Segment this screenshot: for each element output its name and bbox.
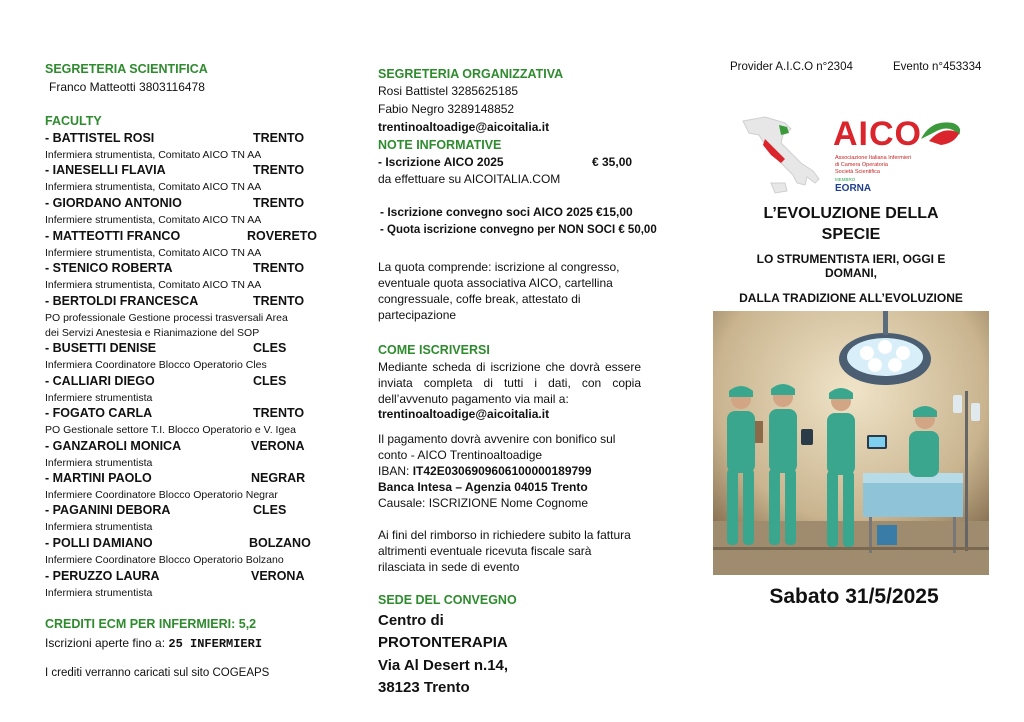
faculty-city: TRENTO xyxy=(253,406,305,420)
faculty-name: - FOGATO CARLA xyxy=(45,406,153,420)
faculty-city: CLES xyxy=(253,374,287,388)
fee-soci-label: Iscrizione convegno soci AICO 2025 xyxy=(387,205,593,219)
venue-line-2: PROTONTERAPIA xyxy=(378,634,508,651)
faculty-city: CLES xyxy=(253,341,287,355)
fee-soci-price: €15,00 xyxy=(596,205,633,219)
aico-member: MEMBRO xyxy=(835,177,856,182)
iban-line xyxy=(378,464,592,478)
faculty-city: VERONA xyxy=(251,569,305,583)
fee-iscrizione-aico-price: € 35,00 xyxy=(592,155,633,169)
aico-note: da effettuare su AICOITALIA.COM xyxy=(378,172,561,186)
faculty-heading: FACULTY xyxy=(45,114,102,128)
segreteria-scientifica-heading: SEGRETERIA SCIENTIFICA xyxy=(45,62,208,76)
venue-line-3: Via Al Desert n.14, xyxy=(378,657,509,674)
organizzativa-email[interactable]: trentinoaltoadige@aicoitalia.it xyxy=(378,120,550,134)
faculty-city: CLES xyxy=(253,503,287,517)
faculty-city: ROVERETO xyxy=(247,229,317,243)
faculty-role: Infermiere Coordinatore Blocco Operatorio Bolzano xyxy=(45,554,284,566)
faculty-role: Infermiere Coordinatore Blocco Operatorio Negrar xyxy=(45,489,278,501)
segreteria-scientifica-contact: Franco Matteotti 3803116478 xyxy=(49,80,205,94)
iscrizioni-prefix: Iscrizioni aperte fino a: xyxy=(45,636,166,650)
faculty-row xyxy=(45,536,315,550)
faculty-role: Infermiera strumentista xyxy=(45,457,153,469)
iscriversi-email[interactable]: trentinoaltoadige@aicoitalia.it xyxy=(378,407,550,421)
faculty-row xyxy=(45,163,315,177)
faculty-role: Infermiera Coordinatore Blocco Operatorio Cles xyxy=(45,359,267,371)
faculty-row xyxy=(45,374,315,388)
come-iscriversi-text: Mediante scheda di iscrizione che dovrà essere inviata completa di tutti i dati, con copia dell’avvenuto pagamento via mail a: xyxy=(378,360,641,406)
faculty-name: - BATTISTEL ROSI xyxy=(45,131,155,145)
faculty-role: Infermiera strumentista xyxy=(45,587,153,599)
faculty-city: TRENTO xyxy=(253,131,305,145)
fee-soci: - Iscrizione convegno soci AICO 2025 xyxy=(380,205,593,219)
fee-non-soci-label: Quota iscrizione convegno per NON SOCI € 50,00 xyxy=(387,224,657,236)
faculty-name: - PAGANINI DEBORA xyxy=(45,503,171,517)
faculty-row xyxy=(45,131,315,145)
faculty-name: - BERTOLDI FRANCESCA xyxy=(45,294,199,308)
faculty-city: NEGRAR xyxy=(251,471,306,485)
segreteria-organizzativa-heading: SEGRETERIA ORGANIZZATIVA xyxy=(378,67,564,81)
rimborso-text: Ai fini del rimborso in richiedere subito la fattura altrimenti eventuale ricevuta fiscale sarà rilasciata in sede di evento xyxy=(378,528,631,574)
faculty-row xyxy=(45,569,315,583)
faculty-name: - GIORDANO ANTONIO xyxy=(45,196,182,210)
faculty-role: Infermiera strumentista, Comitato AICO TN AA xyxy=(45,149,262,161)
payment-line-1: Il pagamento dovrà avvenire con bonifico sul xyxy=(378,432,616,446)
event-title: L’EVOLUZIONE DELLA SPECIE xyxy=(763,205,939,243)
faculty-row xyxy=(45,406,315,420)
sede-heading: SEDE DEL CONVEGNO xyxy=(378,593,517,607)
contact-rosi: Rosi Battistel 3285625185 xyxy=(378,84,519,98)
faculty-role: Infermiera strumentista, Comitato AICO TN AA xyxy=(45,279,262,291)
fee-non-soci: - Quota iscrizione convegno per NON SOCI € 50,00 xyxy=(380,224,657,236)
faculty-city: VERONA xyxy=(251,439,305,453)
venue-line-1: Centro di xyxy=(378,612,444,629)
aico-swoosh-icon xyxy=(919,117,965,147)
contact-fabio: Fabio Negro 3289148852 xyxy=(378,102,515,116)
faculty-name: - GANZAROLI MONICA xyxy=(45,439,182,453)
aico-sub-1: Associazione Italiana Infermieri xyxy=(835,155,912,161)
faculty-role: Infermiera strumentista, Comitato AICO TN AA xyxy=(45,181,262,193)
faculty-name: - MARTINI PAOLO xyxy=(45,471,152,485)
venue-line-4: 38123 Trento xyxy=(378,679,470,696)
faculty-role: PO Gestionale settore T.I. Blocco Operatorio e V. Igea xyxy=(45,424,296,436)
event-date: Sabato 31/5/2025 xyxy=(769,585,939,608)
faculty-row xyxy=(45,341,315,355)
iban-label: IBAN: xyxy=(378,464,410,478)
faculty-role: Infermiere strumentista, Comitato AICO TN AA xyxy=(45,214,262,226)
faculty-row xyxy=(45,229,315,243)
faculty-role: Infermiere strumentista, Comitato AICO TN AA xyxy=(45,247,262,259)
eorna-logo: EORNA xyxy=(835,183,872,194)
crediti-note: I crediti verranno caricati sul sito COGEAPS xyxy=(45,667,270,679)
faculty-name: - STENICO ROBERTA xyxy=(45,261,173,275)
faculty-name: - BUSETTI DENISE xyxy=(45,341,157,355)
faculty-row xyxy=(45,294,315,308)
note-informative-heading: NOTE INFORMATIVE xyxy=(378,138,502,152)
faculty-role-continued: dei Servizi Anestesia e Rianimazione del SOP xyxy=(45,327,260,339)
faculty-role: Infermiere strumentista xyxy=(45,392,153,404)
italy-map-icon xyxy=(735,113,831,197)
aico-logo xyxy=(735,113,965,197)
fee-iscrizione-aico: - Iscrizione AICO 2025 xyxy=(378,155,504,169)
event-title-line xyxy=(713,203,989,245)
come-iscriversi-heading: COME ISCRIVERSI xyxy=(378,343,490,357)
faculty-row xyxy=(45,196,315,210)
aico-sub-2: di Camera Operatoria xyxy=(835,162,888,168)
faculty-role: PO professionale Gestione processi trasversali Area xyxy=(45,312,288,324)
faculty-row xyxy=(45,471,315,485)
surgical-team-illustration xyxy=(713,311,989,575)
faculty-row xyxy=(45,261,315,275)
event-subtitle-wrap xyxy=(713,252,989,280)
quota-text: La quota comprende: iscrizione al congresso, eventuale quota associativa AICO, cartellina congressuale, coffe break, attestato di partecipazione xyxy=(378,260,620,322)
bank-line: Banca Intesa – Agenzia 04015 Trento xyxy=(378,480,588,494)
aico-sub-3: Società Scientifica xyxy=(835,169,880,175)
faculty-city: TRENTO xyxy=(253,261,305,275)
aico-logo-text: AICO xyxy=(833,115,922,153)
event-subtitle-2: DALLA TRADIZIONE ALL’EVOLUZIONE xyxy=(739,291,963,305)
faculty-city: TRENTO xyxy=(253,196,305,210)
iscrizioni-value: 25 INFERMIERI xyxy=(168,637,263,651)
faculty-row xyxy=(45,503,315,517)
iscrizioni-line xyxy=(45,636,262,651)
faculty-name: - IANESELLI FLAVIA xyxy=(45,163,166,177)
faculty-name: - POLLI DAMIANO xyxy=(45,536,153,550)
faculty-name: - CALLIARI DIEGO xyxy=(45,374,155,388)
evento-number: Evento n°453334 xyxy=(893,61,982,73)
crediti-heading: CREDITI ECM PER INFERMIERI: 5,2 xyxy=(45,617,257,631)
iban-value: IT42E0306909606100000189799 xyxy=(412,464,592,478)
payment-line-2: conto - AICO Trentinoaltoadige xyxy=(378,448,543,462)
faculty-name: - MATTEOTTI FRANCO xyxy=(45,229,181,243)
faculty-city: TRENTO xyxy=(253,294,305,308)
causale-line: Causale: ISCRIZIONE Nome Cognome xyxy=(378,496,589,510)
faculty-row xyxy=(45,439,315,453)
event-subtitle: LO STRUMENTISTA IERI, OGGI E DOMANI, xyxy=(756,252,946,280)
provider-number: Provider A.I.C.O n°2304 xyxy=(730,61,853,73)
faculty-city: TRENTO xyxy=(253,163,305,177)
faculty-city: BOLZANO xyxy=(249,536,311,550)
faculty-role: Infermiera strumentista xyxy=(45,521,153,533)
faculty-name: - PERUZZO LAURA xyxy=(45,569,160,583)
